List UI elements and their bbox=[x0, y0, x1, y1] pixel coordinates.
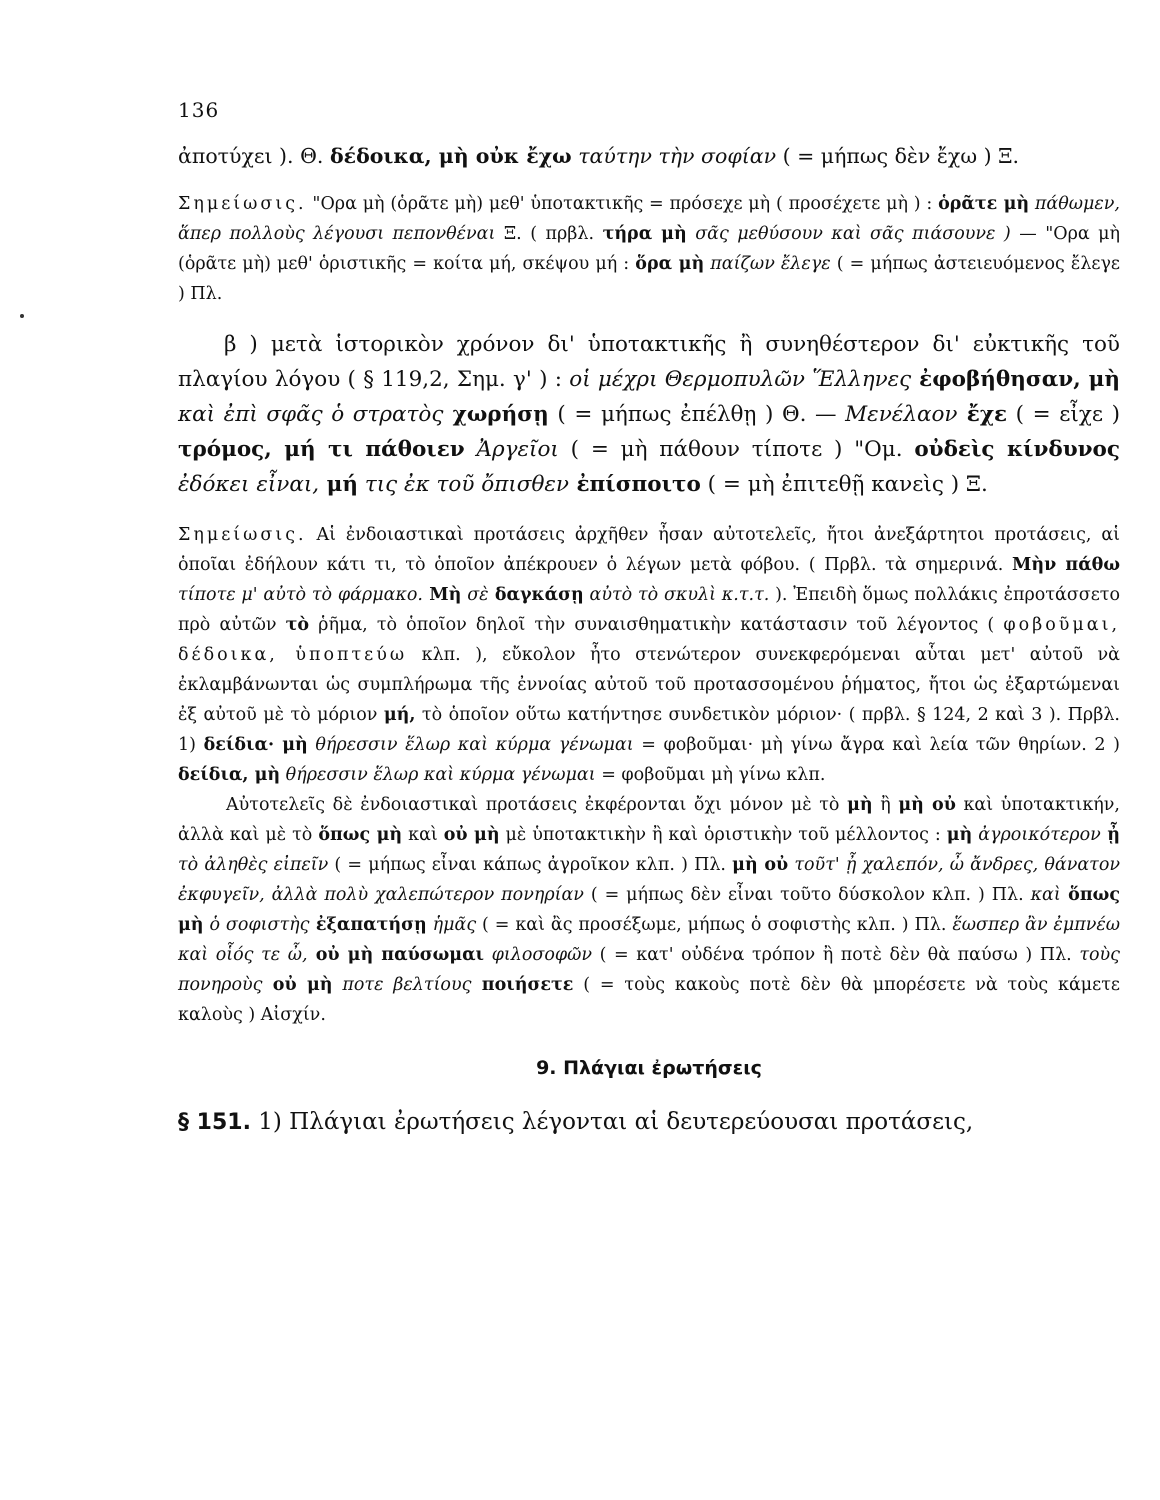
paragraph-historic-tense: β ) μετὰ ἱστορικὸν χρόνον δι' ὑποτακτικῆς ἢ συνηθέστερον δι' εὐκτικῆς τοῦ πλαγίου λόγου ( § 119,2, Σημ. γ' ) : οἱ μέχρι Θερμοπυλῶν Ἕλληνες ἐφοβήθησαν, μὴ καὶ ἐπὶ σφᾶς ὁ στρατὸς χωρήσῃ ( = μήπως ἐπέλθῃ ) Θ. — Μενέλαον ἔχε ( = εἶχε ) τρόμος, μή τι πάθοιεν Ἀργεῖοι ( = μὴ πάθουν τίποτε ) "Ομ. οὐδεὶς κίνδυνος ἐδόκει εἶναι, μή τις ἐκ τοῦ ὄπισθεν ἐπίσποιτο ( = μὴ ἐπιτεθῇ κανεὶς ) Ξ. bbox=[178, 332, 1120, 497]
note-ora-me: Σημείωσις. "Ορα μὴ (ὁρᾶτε μὴ) μεθ' ὑποτακτικῆς = πρόσεχε μὴ ( προσέχετε μὴ ) : ὁρᾶτε μὴ πάθωμεν, ἅπερ πολλοὺς λέγουσι πεπονθέναι Ξ. ( πρβλ. τήρα μὴ σᾶς μεθύσουν καὶ σᾶς πιάσουνε ) — "Ορα μὴ (ὁρᾶτε μὴ) μεθ' ὁριστικῆς = κοίτα μή, σκέψου μή : ὅρα μὴ παίζων ἔλεγε ( = μήπως ἀστειευόμενος ἔλεγε ) Πλ. bbox=[178, 194, 1121, 304]
page-body bbox=[178, 140, 1120, 1140]
note-origin: Σημείωσις. Αἱ ἐνδοιαστικαὶ προτάσεις ἀρχῆθεν ἦσαν αὐτοτελεῖς, ἤτοι ἀνεξάρτητοι προτάσεις, αἱ ὁποῖαι ἐδήλουν κάτι τι, τὸ ὁποῖον ἀπέκρουεν ὁ λέγων μετὰ φόβου. ( Πρβλ. τὰ σημερινά. Μὴν πάθω τίποτε μ' αὐτὸ τὸ φάρμακο. Μὴ σὲ δαγκάσῃ αὐτὸ τὸ σκυλὶ κ.τ.τ. ). Ἐπειδὴ ὅμως πολλάκις ἐπροτάσσετο πρὸ αὐτῶν τὸ ῥῆμα, τὸ ὁποῖον δηλοῖ τὴν συναισθηματικὴν κατάστασιν τοῦ λέγοντος ( φοβοῦμαι, δέδοικα, ὑποπτεύω κλπ. ), εὔκολον ἦτο στενώτερον συνεκφερόμεναι αὗται μετ' αὐτοῦ νὰ ἐκλαμβάνωνται ὡς συμπλήρωμα τῆς ἐννοίας αὐτοῦ τοῦ προτασσομένου ῥήματος, ἤτοι ὡς ἐξαρτώμεναι ἐξ αὐτοῦ μὲ τὸ μόριον μή, τὸ ὁποῖον οὕτω κατήντησε συνδετικὸν μόριον· ( πρβλ. § 124, 2 καὶ 3 ). Πρβλ. 1) δείδια· μὴ θήρεσσιν ἕλωρ καὶ κύρμα γένωμαι = φοβοῦμαι· μὴ γίνω ἄγρα καὶ λεία τῶν θηρίων. 2 ) δείδια, μὴ θήρεσσιν ἕλωρ καὶ κύρμα γένωμαι = φοβοῦμαι μὴ γίνω κλπ. bbox=[178, 525, 1121, 785]
section-heading: 9. Πλάγιαι ἐρωτήσεις bbox=[536, 1057, 762, 1079]
section-number: § 151. bbox=[178, 1110, 251, 1135]
margin-mark bbox=[20, 314, 24, 318]
page-number: 136 bbox=[178, 98, 220, 122]
paragraph-example-end: ἀποτύχει ). Θ. δέδοικα, μὴ οὐκ ἔχω ταύτην τὴν σοφίαν ( = μήπως δὲν ἔχω ) Ξ. bbox=[178, 144, 1020, 168]
paragraph-151: § 151. 1) Πλάγιαι ἐρωτήσεις λέγονται αἱ δευτερεύουσαι προτάσεις, bbox=[178, 1109, 974, 1135]
paragraph-independent-clauses: Αὐτοτελεῖς δὲ ἐνδοιαστικαὶ προτάσεις ἐκφέρονται ὄχι μόνον μὲ τὸ μὴ ἢ μὴ οὐ καὶ ὑποτακτικήν, ἀλλὰ καὶ μὲ τὸ ὅπως μὴ καὶ οὐ μὴ μὲ ὑποτακτικὴν ἢ καὶ ὁριστικὴν τοῦ μέλλοντος : μὴ ἀγροικότερον ᾖ τὸ ἀληθὲς εἰπεῖν ( = μήπως εἶναι κάπως ἀγροῖκον κλπ. ) Πλ. μὴ οὐ τοῦτ' ᾖ χαλεπόν, ὦ ἄνδρες, θάνατον ἐκφυγεῖν, ἀλλὰ πολὺ χαλεπώτερον πονηρίαν ( = μήπως δὲν εἶναι τοῦτο δύσκολον κλπ. ) Πλ. καὶ ὅπως μὴ ὁ σοφιστὴς ἐξαπατήσῃ ἡμᾶς ( = καὶ ἂς προσέξωμε, μήπως ὁ σοφιστὴς κλπ. ) Πλ. ἕωσπερ ἂν ἐμπνέω καὶ οἷός τε ὦ, οὐ μὴ παύσωμαι φιλοσοφῶν ( = κατ' οὐδένα τρόπον ἢ ποτὲ δὲν θὰ παύσω ) Πλ. τοὺς πονηροὺς οὐ μὴ ποτε βελτίους ποιήσετε ( = τοὺς κακοὺς ποτὲ δὲν θὰ μπορέσετε νὰ τοὺς κάμετε καλοὺς ) Αἰσχίν. bbox=[178, 795, 1121, 1025]
